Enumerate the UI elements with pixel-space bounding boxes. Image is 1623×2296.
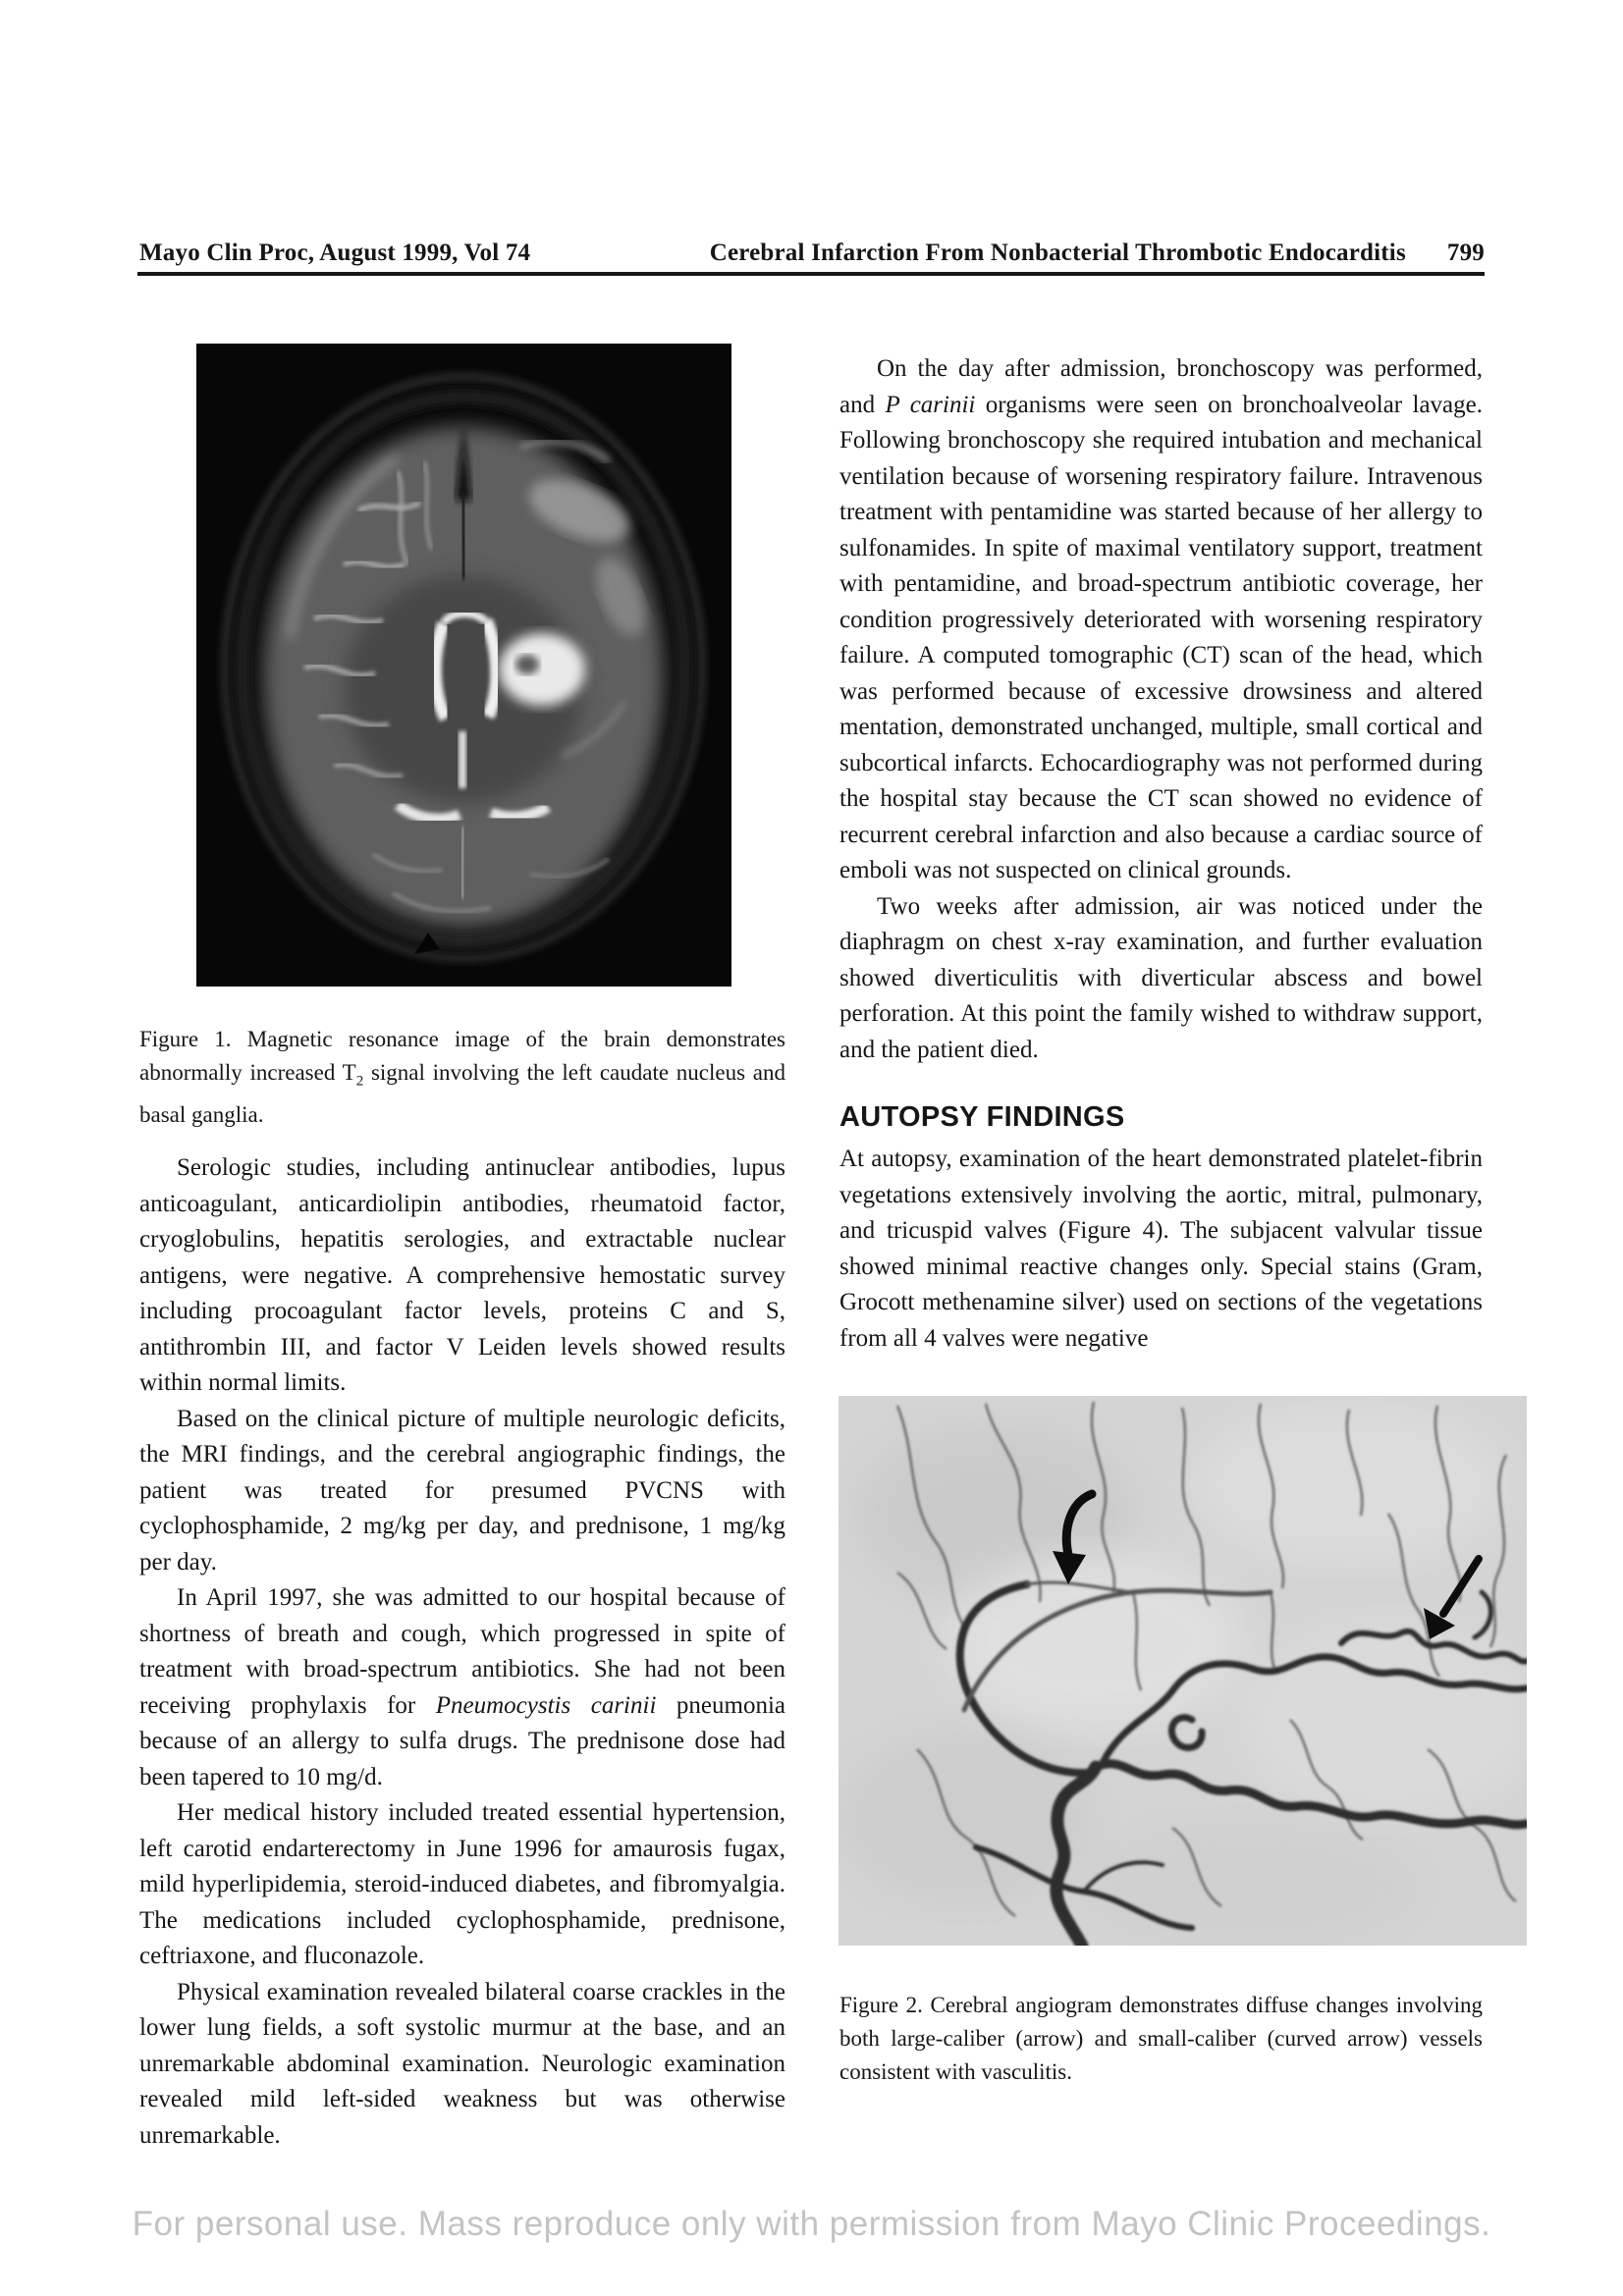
section-heading-autopsy-findings: AUTOPSY FINDINGS <box>839 1101 1125 1133</box>
page-number: 799 <box>1446 240 1485 266</box>
header-article-title <box>710 240 1485 267</box>
paragraph: Based on the clinical picture of multiple neurologic deficits, the MRI findings, and the cerebral angiographic findings, the patient was treated for presumed PVCNS with cyclophosphamide, 2 mg/kg per day, and prednisone, 1 mg/kg per day. <box>139 1405 785 1575</box>
paragraph: At autopsy, examination of the heart demonstrated platelet-fibrin vegetations extensively involving the aortic, mitral, pulmonary, and tricuspid valves (Figure 4). The subjacent valvular tissue showed minimal reactive changes only. Special stains (Gram, Grocott methenamine silver) used on sections of the vegetations from all 4 valves were negative <box>839 1146 1483 1352</box>
left-column-text <box>139 1150 785 2154</box>
right-column-text <box>839 351 1483 1068</box>
paragraph: On the day after admission, bronchoscopy was performed, and P carinii organisms were seen on bronchoalveolar lavage. Following bronchoscopy she required intubation and mechanical ventilation because of worsening respiratory failure. Intravenous treatment with pentamidine was started because of her allergy to sulfonamides. In spite of maximal ventilatory support, treatment with pentamidine, and broad-spectrum antibiotic coverage, her condition progressively deteriorated with worsening respiratory failure. A computed tomographic (CT) scan of the head, which was performed because of excessive drowsiness and altered mentation, demonstrated unchanged, multiple, small cortical and subcortical infarcts. Echocardiography was not performed during the hospital stay because the CT scan showed no evidence of recurrent cerebral infarction and also because a cardiac source of emboli was not suspected on clinical grounds. <box>839 355 1483 883</box>
running-title: Cerebral Infarction From Nonbacterial Thrombotic Endocarditis <box>709 240 1406 266</box>
angiogram-illustration <box>839 1396 1527 1946</box>
autopsy-findings-text <box>839 1142 1483 1357</box>
figure2-angiogram-image <box>839 1396 1527 1946</box>
header-rule <box>137 272 1485 276</box>
footer-copyright-notice: For personal use. Mass reproduce only with permission from Mayo Clinic Proceedings. <box>132 2205 1491 2243</box>
figure2-caption: Figure 2. Cerebral angiogram demonstrates diffuse changes involving both large-caliber (arrow) and small-caliber (curved arrow) vessels consistent with vasculitis. <box>839 1993 1483 2084</box>
paragraph: Her medical history included treated essential hypertension, left carotid endarterectomy in June 1996 for amaurosis fugax, mild hyperlipidemia, steroid-induced diabetes, and fibromyalgia. The medications included cyclophosphamide, prednisone, ceftriaxone, and fluconazole. <box>139 1799 785 1969</box>
mri-brain-illustration <box>196 344 731 987</box>
paragraph: Physical examination revealed bilateral coarse crackles in the lower lung fields, a soft systolic murmur at the base, and an unremarkable abdominal examination. Neurologic examination revealed mild left-sided weakness but was otherwise unremarkable. <box>139 1978 785 2149</box>
figure1-caption: Figure 1. Magnetic resonance image of the brain demonstrates abnormally increased $T_2$ signal involving the left caudate nucleus and basal ganglia. <box>139 1027 786 1127</box>
paragraph: Serologic studies, including antinuclear antibodies, lupus anticoagulant, anticardiolipin antibodies, rheumatoid factor, cryoglobulins, hepatitis serologies, and extractable nuclear antigens, were negative. A comprehensive hemostatic survey including procoagulant factor levels, proteins C and S, antithrombin III, and factor V Leiden levels showed results within normal limits. <box>139 1154 785 1396</box>
paragraph: In April 1997, she was admitted to our hospital because of shortness of breath and cough, which progressed in spite of treatment with broad-spectrum antibiotics. She had not been receiving prophylaxis for Pneumocystis carinii pneumonia because of an allergy to sulfa drugs. The prednisone dose had been tapered to 10 mg/d. <box>139 1584 785 1790</box>
header-journal-info: Mayo Clin Proc, August 1999, Vol 74 <box>139 240 531 266</box>
figure1-mri-image <box>196 344 731 987</box>
paragraph: Two weeks after admission, air was noticed under the diaphragm on chest x-ray examination, and further evaluation showed diverticulitis with diverticular abscess and bowel perforation. At this point the family wished to withdraw support, and the patient died. <box>839 892 1483 1063</box>
